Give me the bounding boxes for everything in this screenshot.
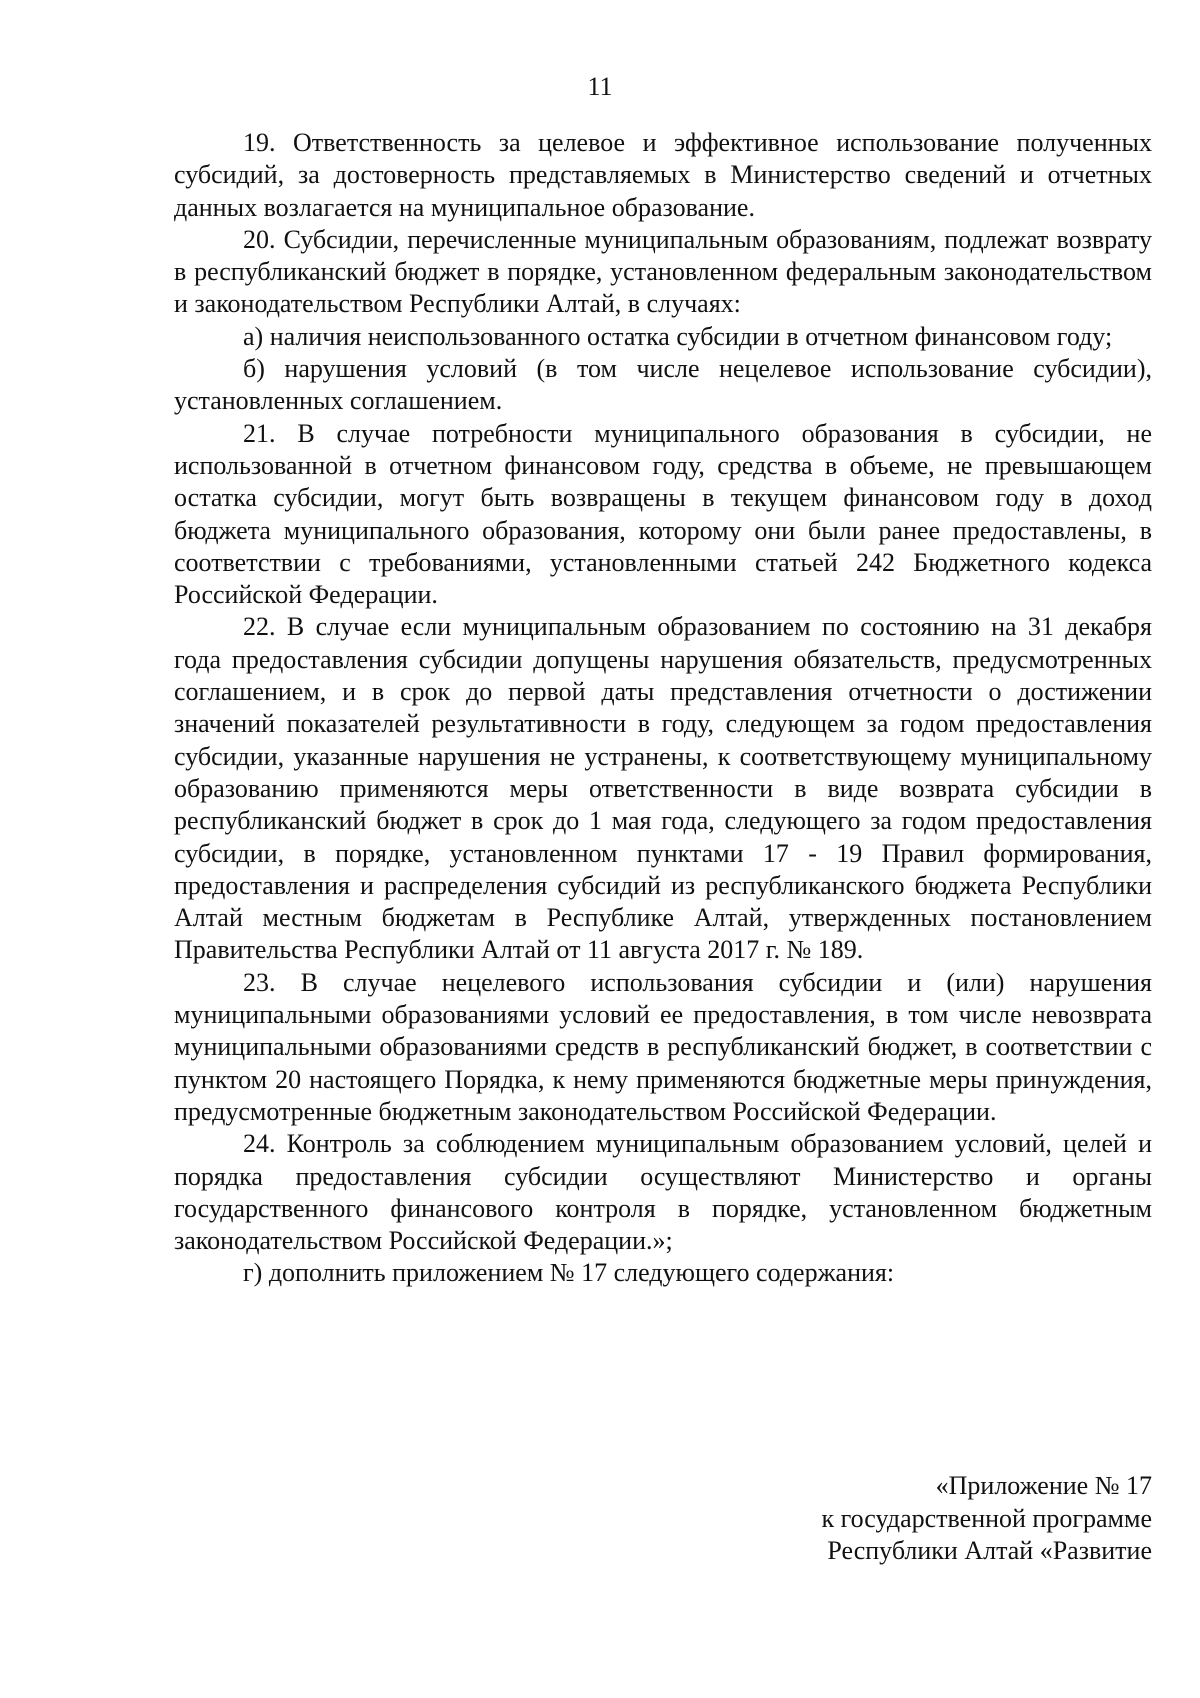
page-number: 11 <box>587 72 613 101</box>
paragraph-24: 24. Контроль за соблюдением муниципальным образованием условий, целей и порядка предоставления субсидии осуществляют Министерство и органы государственного финансового контроля в порядке, установленном бюджетным законодательством Российской Федерации.»; <box>174 1129 1152 1256</box>
appendix-reference: к государственной программе <box>821 1503 1152 1533</box>
paragraph-21: 21. В случае потребности муниципального образования в субсидии, не использованной в отчетном финансовом году, средства в объеме, не превышающем остатка субсидии, могут быть возвращены в текущем финансовом году в доход бюджета муниципального образования, которому они были ранее предоставлены, в соответствии с требованиями, установленными статьей 242 Бюджетного кодекса Российской Федерации. <box>174 418 1152 610</box>
paragraph-g: г) дополнить приложением № 17 следующего содержания: <box>243 1258 895 1288</box>
paragraph-20: 20. Субсидии, перечисленные муниципальным образованиям, подлежат возврату в республиканский бюджет в порядке, установленном федеральным законодательством и законодательством Республики Алтай, в случаях: <box>174 224 1152 319</box>
appendix-header <box>600 1470 1152 1568</box>
paragraph-22: 22. В случае если муниципальным образованием по состоянию на 31 декабря года предоставления субсидии допущены нарушения обязательств, предусмотренных соглашением, и в срок до первой даты представления отчетности о достижении значений показателей результативности в году, следующем за годом предоставления субсидии, указанные нарушения не устранены, к соответствующему муниципальному образованию применяются меры ответственности в виде возврата субсидии в республиканский бюджет в срок до 1 мая года, следующего за годом предоставления субсидии, в порядке, установленном пунктами 17 - 19 Правил формирования, предоставления и распределения субсидий из республиканского бюджета Республики Алтай местным бюджетам в Республике Алтай, утвержденных постановлением Правительства Республики Алтай от 11 августа 2017 г. № 189. <box>174 612 1152 965</box>
appendix-title: «Приложение № 17 <box>935 1471 1152 1500</box>
paragraph-20-b: б) нарушения условий (в том числе нецелевое использование субсидии), установленных соглашением. <box>174 354 1152 416</box>
paragraph-20-a: а) наличия неиспользованного остатка субсидии в отчетном финансовом году; <box>243 321 1113 351</box>
paragraph-19: 19. Ответственность за целевое и эффективное использование полученных субсидий, за достоверность представляемых в Министерство сведений и отчетных данных возлагается на муниципальное образование. <box>174 128 1152 222</box>
document-body <box>174 127 1152 1290</box>
appendix-program-name: Республики Алтай «Развитие <box>827 1536 1152 1565</box>
paragraph-23: 23. В случае нецелевого использования субсидии и (или) нарушения муниципальными образованиями условий ее предоставления, в том числе невозврата муниципальными образованиями средств в республиканский бюджет, в соответствии с пунктом 20 настоящего Порядка, к нему применяются бюджетные меры принуждения, предусмотренные бюджетным законодательством Российской Федерации. <box>174 967 1152 1126</box>
